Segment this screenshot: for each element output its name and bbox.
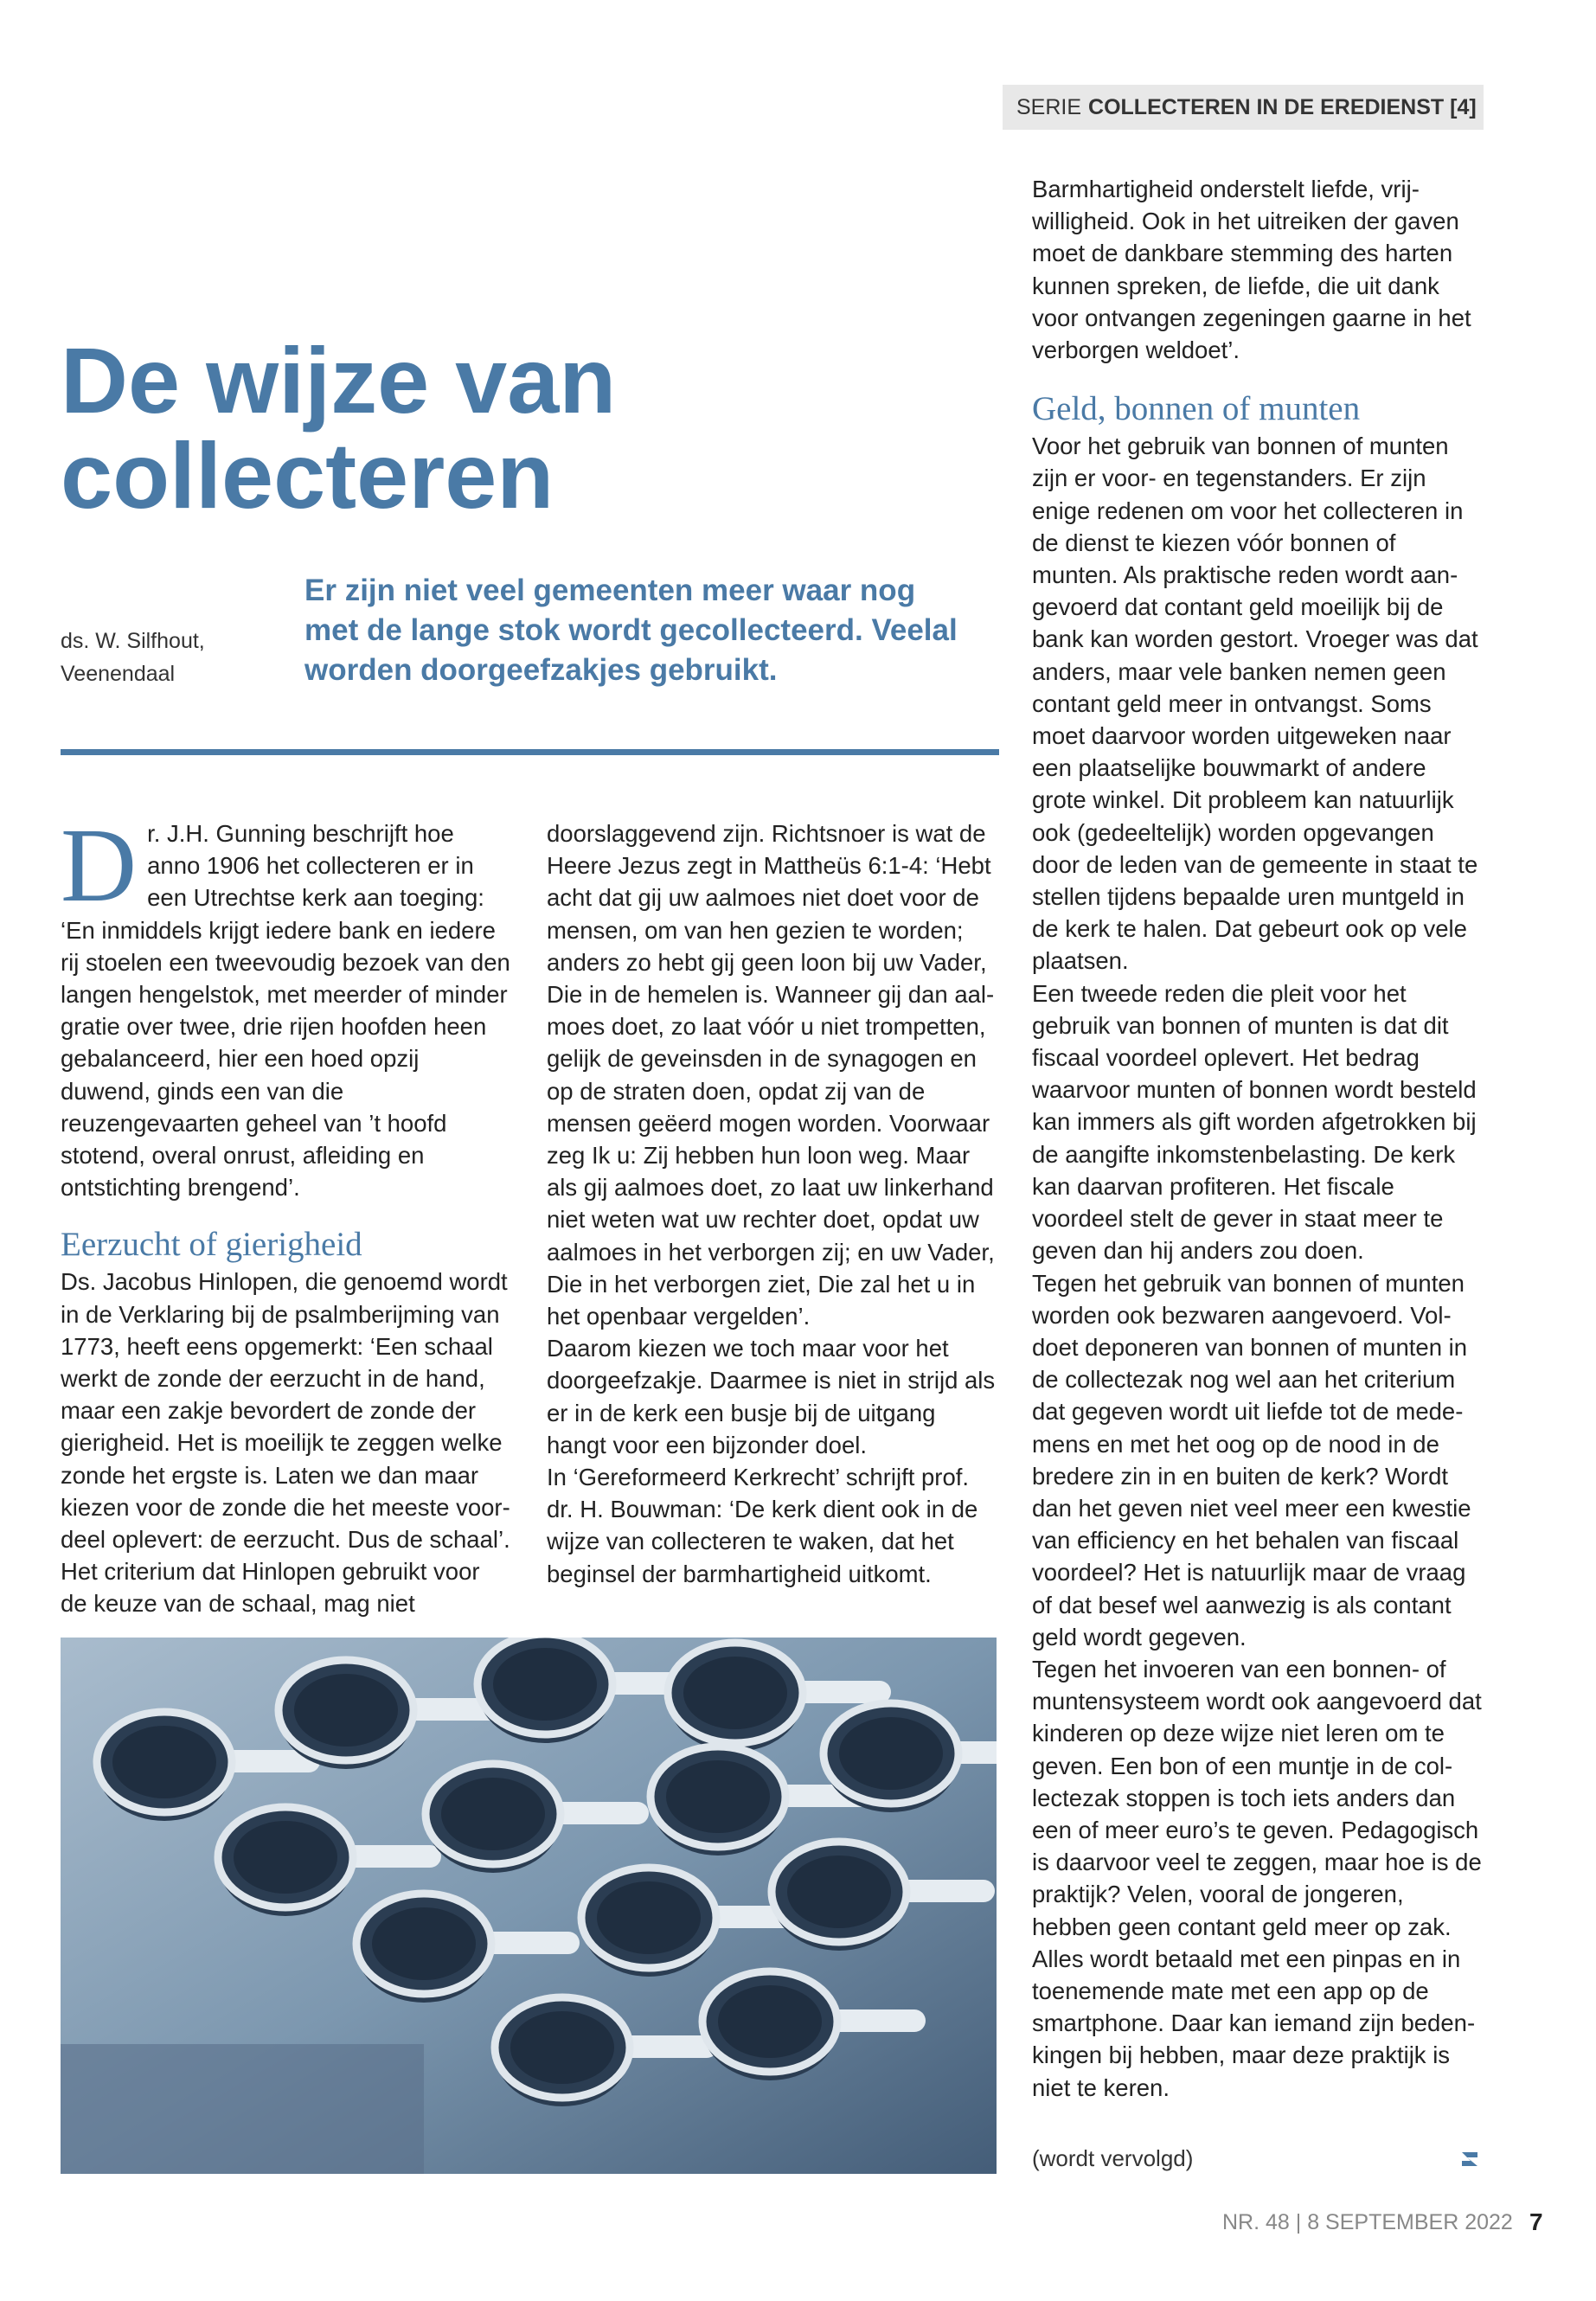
paragraph: Tegen het gebruik van bonnen of munten worden ook bezwaren aangevoerd. Voldoet deponeren van bonnen of munten in de collectezak nog wel aan het criterium dat gegeven wordt uit liefde tot de medemens en met het oog op de nood in de bredere zin in en buiten de kerk? Wordt dan het geven niet veel meer een kwestie van efficiency en het behalen van fiscaal voordeel? Het is natuurlijk maar de vraag of dat besef wel aanwezig is als contant geld wordt gegeven. [1032,1269,1471,1650]
series-title: COLLECTEREN IN DE EREDIENST [4] [1088,94,1477,119]
author-byline [61,625,205,690]
title-line-2: collecteren [61,423,554,528]
subheading-geld: Geld, bonnen of munten [1032,390,1361,428]
column-1 [61,807,510,1620]
paragraph: Daarom kiezen we toch maar voor het doorgeefzakje. Daarmee is niet in strijd als er in de kerk een busje bij de uitgang hangt voor een bijzonder doel. [547,1335,996,1458]
issue-footer: NR. 48 | 8 SEPTEMBER 2022 [1222,2210,1513,2234]
page-number: 7 [1529,2208,1543,2235]
collection-bags-photo [61,1638,997,2174]
subheading-eerzucht: Eerzucht of gierigheid [61,1226,362,1264]
author-name: ds. W. Silfhout, [61,629,205,653]
lead-text: Er zijn niet veel gemeenten meer waar nog met de lange stok wordt gecollecteerd. Veelal worden doorgeefzakjes gebruikt. [304,574,958,687]
series-prefix: SERIE [1016,94,1082,119]
paragraph: r. J.H. Gunning beschrijft hoe anno 1906 het collecteren er in een Utrechtse kerk aan toeging: ‘En inmiddels krijgt iedere bank en iedere rij stoelen een tweevoudig bezoek van den langen hengelstok, met meerder of minder gratie over twee, drie rijen hoofden heen gebalanceerd, hier een hoed opzij duwend, ginds een van die reuzengevaarten geheel van ’t hoofd stotend, overal onrust, afleiding en ontstichting brengend’. [61,820,510,1202]
continued-note: (wordt vervolgd) [1032,2145,1194,2171]
paragraph: Een tweede reden die pleit voor het gebruik van bonnen of munten is dat dit fiscaal voordeel oplevert. Het bedrag waarvoor munten of bonnen wordt besteld kan immers als gift worden afgetrokken bij de aangifte inkomstenbelasting. De kerk kan daarvan profiteren. Het fiscale voordeel stelt de gever in staat meer te geven dan hij anders zou doen. [1032,979,1477,1265]
collection-bags-illustration [61,1638,997,2174]
author-location: Veenendaal [61,662,176,686]
divider-rule [61,749,999,755]
title-line-1: De wijze van [61,328,617,433]
article-title [61,328,839,528]
paragraph: Ds. Jacobus Hinlopen, die genoemd wordt in de Verklaring bij de psalmberijming van 1773, heeft eens opgemerkt: ‘Een schaal werkt de zonde der eerzucht in de hand, maar een zakje bevordert de zonde der gierigheid. Het is moeilijk te zeggen welke zonde het ergste is. Laten we dan maar kiezen voor de zonde die het meeste voordeel oplevert: de eerzucht. Dus de schaal’. Het criterium dat Hinlopen gebruikt voor de keuze van de schaal, mag niet [61,1268,510,1618]
series-tag [1003,85,1484,130]
column-2 [547,817,997,1590]
paragraph: Tegen het invoeren van een bonnen- of muntensysteem wordt ook aangevoerd dat kinderen op deze wijze niet leren om te geven. Een bon of een muntje in de collectezak stoppen is toch iets anders dan een of meer euro’s te geven. Pedagogisch is daarvoor veel te zeggen, maar hoe is de praktijk? Velen, vooral de jongeren, hebben geen contant geld meer op zak. Alles wordt betaald met een pinpas en in toenemende mate met een app op de smartphone. Daar kan iemand zijn bedenkingen bij hebben, maar deze praktijk is niet te keren. [1032,1655,1482,2101]
paragraph: doorslaggevend zijn. Richtsnoer is wat de Heere Jezus zegt in Mattheüs 6:1-4: ‘Hebt acht dat gij uw aalmoes niet doet voor de mensen, om van hen gezien te worden; anders zo hebt gij geen loon bij uw Vader, Die in de hemelen is. Wanneer gij dan aalmoes doet, zo laat vóór u niet trompetten, gelijk de geveinsden in de synagogen en op de straten doen, opdat zij van de mensen geëerd mogen worden. Voorwaar zeg Ik u: Zij hebben hun loon weg. Maar als gij aalmoes doet, zo laat uw linkerhand niet weten wat uw rechter doet, opdat uw aalmoes in het verborgen zij; en uw Vader, Die in het verborgen ziet, Die zal het u in het openbaar vergelden’. [547,820,995,1330]
paragraph: In ‘Gereformeerd Kerkrecht’ schrijft prof. dr. H. Bouwman: ‘De kerk dient ook in de wijze van collecteren te waken, dat het beginsel der barmhartigheid uitkomt. [547,1464,978,1587]
paragraph: Barmhartigheid onderstelt liefde, vrijwilligheid. Ook in het uitreiken der gaven moet de dankbare stemming des harten kunnen spreken, de liefde, die uit dank voor ontvangen zegeningen gaarne in het verborgen weldoet’. [1032,176,1471,364]
paragraph: Voor het gebruik van bonnen of munten zijn er voor- en tegenstanders. Er zijn enige redenen om voor het collecteren in de dienst te kiezen vóór bonnen of munten. Als praktische reden wordt aangevoerd dat contant geld moeilijk bij de bank kan worden gestort. Vroeger was dat anders, maar vele banken nemen geen contant geld meer in ontvangst. Soms moet daarvoor worden uitgeweken naar een plaatselijke bouwmarkt of andere grote winkel. Dit probleem kan natuurlijk ook (gedeeltelijk) worden opgevangen door de leden van de gemeente in staat te stellen tijdens bepaalde uren muntgeld in de kerk te halen. Dat gebeurt ook op vele plaatsen. [1032,433,1478,975]
column-3 [1032,173,1486,2104]
dropcap: D [61,807,138,924]
end-mark-icon [1460,2149,1479,2170]
